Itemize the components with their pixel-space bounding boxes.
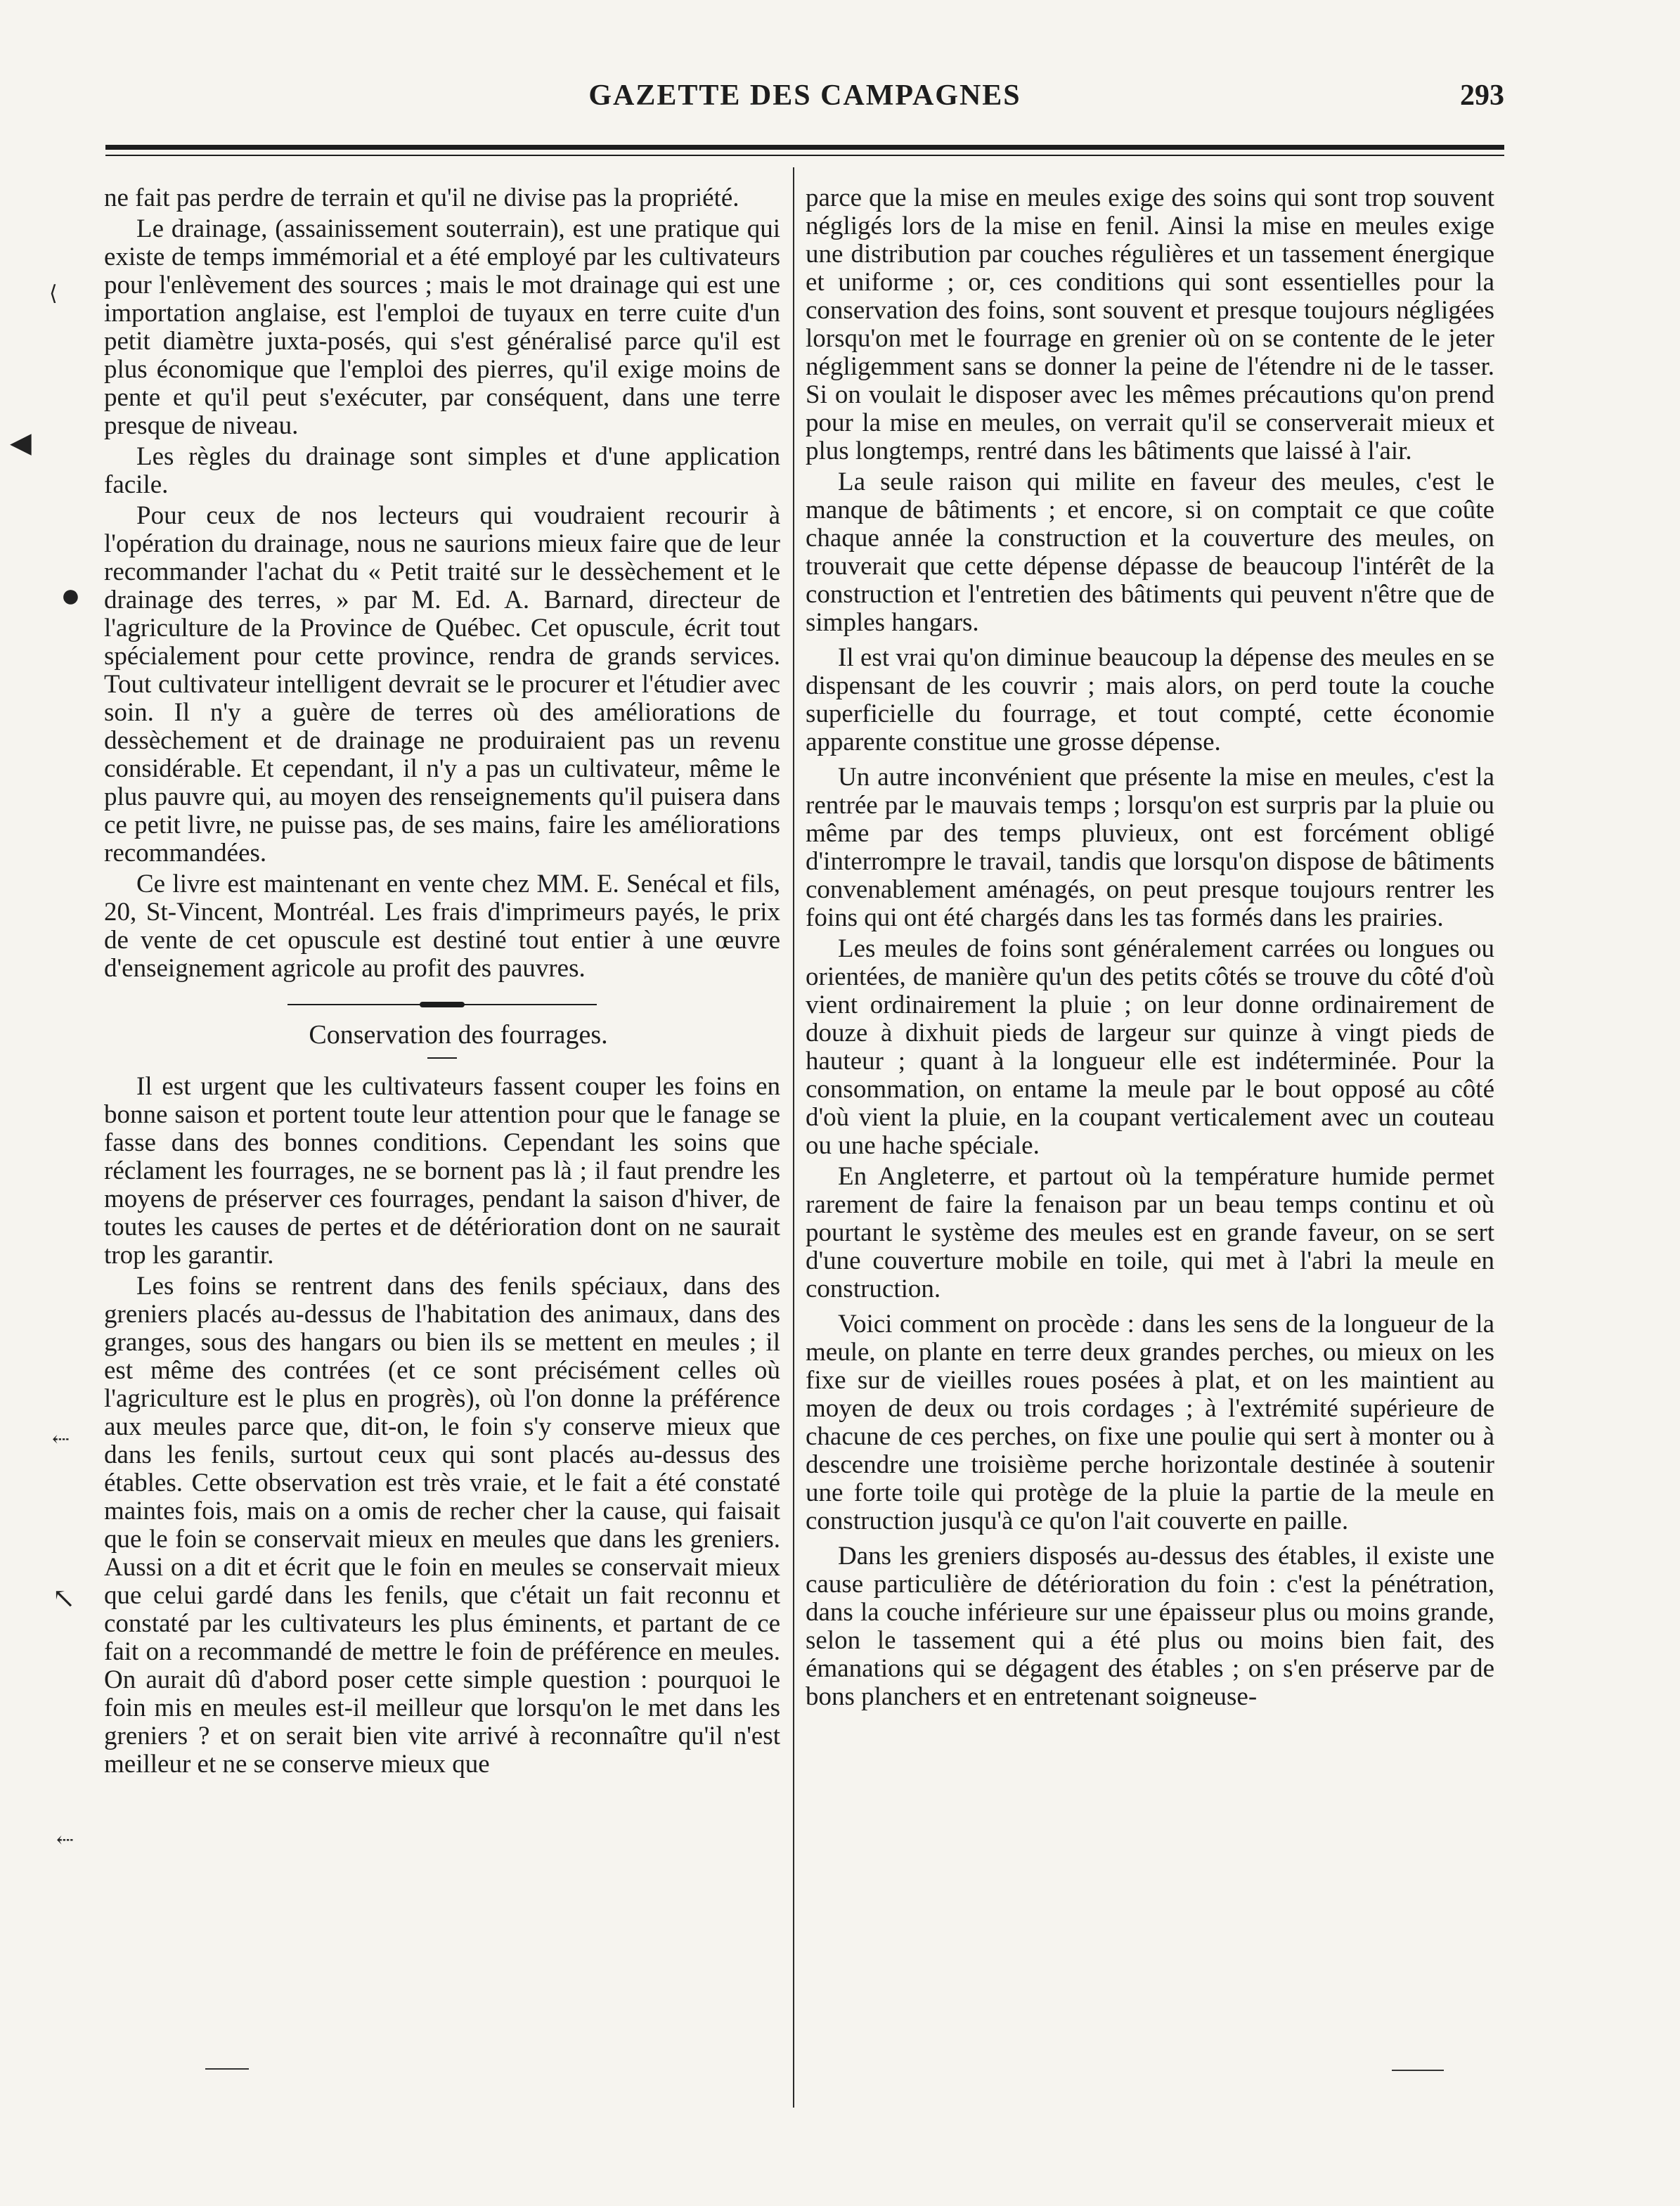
margin-arrow-mark: ⇠ (56, 1828, 75, 1852)
paragraph: Le drainage, (assainissement souterrain), est une pratique qui existe de temps immémorial et a été employé par les cultivateurs pour l'enlèvement des sources ; mais le mot drainage qui est une importation anglaise, est l'emploi de tuyaux en terre cuite d'un petit diamètre juxta-posés, qui s'est généralisé parce qu'il est plus économique que l'emploi des pierres, qu'il exige moins de pente et qu'il peut s'exécuter, par conséquent, dans une terre presque de niveau. (104, 214, 780, 440)
margin-arrow-mark: ↖ (52, 1582, 76, 1614)
margin-arrow-mark: ⟨ (49, 282, 58, 305)
heading-dash (427, 1057, 457, 1059)
right-column (806, 184, 1494, 1711)
paragraph: Pour ceux de nos lecteurs qui voudraient recourir à l'opération du drainage, nous ne saurions mieux faire que de leur recommander l'achat du « Petit traité sur le dessèchement et le drainage des terres, » par M. Ed. A. Barnard, directeur de l'agriculture de la Province de Québec. Cet opuscule, écrit tout spécialement pour cette province, rendra de grands services. Tout cultivateur intelligent devrait se le procurer et l'étudier avec soin. Il n'y a guère de terres où des améliorations de dessèchement et de drainage ne produiraient pas un revenu considérable. Et cependant, il n'y a pas un cultivateur, même le plus pauvre qui, au moyen des renseignements qu'il puisera dans ce petit livre, ne puisse pas, de ses mains, faire les améliorations recommandées. (104, 501, 780, 867)
column-divider (793, 167, 794, 2108)
footer-dash (205, 2068, 249, 2070)
paragraph: Les meules de foins sont généralement carrées ou longues ou orientées, de manière qu'un des petits côtés se trouve du côté d'où vient ordinairement la pluie ; on leur donne ordinairement de douze à dixhuit pieds de largeur sur quinze à vingt pieds de hauteur ; quant à la longueur elle est indéterminée. Pour la consommation, on entame la meule par le bout opposé au côté d'où vient la pluie, en la coupant verticalement avec un couteau ou une hache spéciale. (806, 934, 1494, 1160)
paragraph: Ce livre est maintenant en vente chez MM. E. Senécal et fils, 20, St-Vincent, Montréal. Les frais d'imprimeurs payés, le prix de vente de cet opuscule est destiné tout entier à une œuvre d'enseignement agricole au profit des pauvres. (104, 870, 780, 983)
header-rule-thick (105, 145, 1504, 150)
left-column (104, 184, 780, 1779)
header-rule-thin (105, 155, 1504, 156)
section-ornament (287, 1001, 597, 1008)
section-heading: Conservation des fourrages. (309, 1020, 608, 1050)
paragraph: Dans les greniers disposés au-dessus des étables, il existe une cause particulière de détérioration du foin : c'est la pénétration, dans la couche inférieure sur une épaisseur plus ou moins grande, selon le tassement qui a été plus ou moins bien fait, des émanations qui se dégagent des étables ; on s'en préserve par de bons planchers et en entretenant soigneuse- (806, 1542, 1494, 1711)
masthead (105, 79, 1504, 121)
paragraph: parce que la mise en meules exige des soins qui sont trop souvent négligés lors de la mise en fenil. Ainsi la mise en meules exige une distribution par couches régulières et un tassement énergique et uniforme ; or, ces conditions qui sont essentielles pour la conservation des foins, sont souvent et presque toujours négligées lorsqu'on met le fourrage en grenier où on se contente de le jeter négligemment sans se donner la peine de l'étendre ni de le tasser. Si on voulait le disposer avec les mêmes précautions qu'on prend pour la mise en meules, on verrait qu'il se conserverait mieux et plus longtemps, rentré dans les bâtiments que laissé à l'air. (806, 183, 1494, 465)
margin-blot-mark: ● (60, 577, 81, 614)
paragraph: Les foins se rentrent dans des fenils spéciaux, dans des greniers placés au-dessus de l'habitation des animaux, dans des granges, sous des hangars ou bien ils se mettent en meules ; il est même des contrées (et ce sont précisément celles où l'agriculture est le plus en progrès), où l'on donne la préférence aux meules parce que, dit-on, le foin s'y conserve mieux que dans les fenils, surtout ceux qui sont placés au-dessus des étables. Cette observation est très vraie, et le fait a été constaté maintes fois, mais on a omis de recher cher la cause, qui faisait que le foin se conservait mieux en meules que dans les greniers. Aussi on a dit et écrit que le foin en meules se conservait mieux que celui gardé dans les fenils, que c'était un fait reconnu et constaté par les cultivateurs les plus éminents, et partant de ce fait on a recommandé de mettre le foin de préférence en meules. On aurait dû d'abord poser cette simple question : pourquoi le foin mis en meules est-il meilleur que lorsqu'on le met dans les greniers ? et on serait bien vite arrivé à reconnaître qu'il n'est meilleur et ne se conserve mieux que (104, 1272, 780, 1779)
paragraph: Les règles du drainage sont simples et d'une application facile. (104, 442, 780, 499)
paragraph: Voici comment on procède : dans les sens de la longueur de la meule, on plante en terre deux grandes perches, ou mieux on les fixe sur de vieilles roues posées à plat, et on les maintient au moyen de deux ou trois cordages ; à l'extrémité supérieure de chacune de ces perches, on fixe une poulie qui sert à monter ou à descendre une troisième perche horizontale destinée à soutenir une forte toile qui protège de la pluie la partie de la meule en construction jusqu'à ce qu'on l'ait couverte en paille. (806, 1310, 1494, 1535)
margin-arrow-mark: ⇠ (52, 1428, 70, 1451)
publication-title: GAZETTE DES CAMPAGNES (588, 79, 1021, 112)
footer-dash (1392, 2070, 1444, 2071)
paragraph: Il est vrai qu'on diminue beaucoup la dépense des meules en se dispensant de les couvrir ; mais alors, on perd toute la couche superficielle du fourrage, et tout compté, cette économie apparente constitue une grosse dépense. (806, 643, 1494, 756)
paragraph: ne fait pas perdre de terrain et qu'il ne divise pas la propriété. (104, 183, 739, 212)
paragraph: Un autre inconvénient que présente la mise en meules, c'est la rentrée par le mauvais temps ; lorsqu'on est surpris par la pluie ou même par des temps pluvieux, ont est forcément obligé d'interrompre le travail, tandis que lorsqu'on dispose de bâtiments convenablement aménagés, on peut presque toujours rentrer les foins qui ont été chargés dans les tas formés dans les prairies. (806, 763, 1494, 932)
margin-arrow-mark: ◀ (10, 427, 32, 458)
paragraph: Il est urgent que les cultivateurs fassent couper les foins en bonne saison et portent toute leur attention pour que le fanage se fasse dans des bonnes conditions. Cependant les soins que réclament les fourrages, ne se bornent pas là ; il faut prendre les moyens de préserver ces fourrages, pendant la saison d'hiver, de toutes les causes de pertes et de détérioration dont on ne saurait trop les garantir. (104, 1072, 780, 1270)
paragraph: En Angleterre, et partout où la température humide permet rarement de faire la fenaison par un beau temps continu et où pourtant le système des meules est en grande faveur, on se sert d'une couverture mobile en toile, qui met à l'abri la meule en construction. (806, 1162, 1494, 1303)
page-number: 293 (1460, 79, 1504, 112)
paragraph: La seule raison qui milite en faveur des meules, c'est le manque de bâtiments ; et encore, si on comptait ce que coûte chaque année la construction et la couverture des meules, on trouverait que cette dépense dépasse de beaucoup l'intérêt de la construction et l'entretien des bâtiments qui peuvent n'être que de simples hangars. (806, 467, 1494, 637)
